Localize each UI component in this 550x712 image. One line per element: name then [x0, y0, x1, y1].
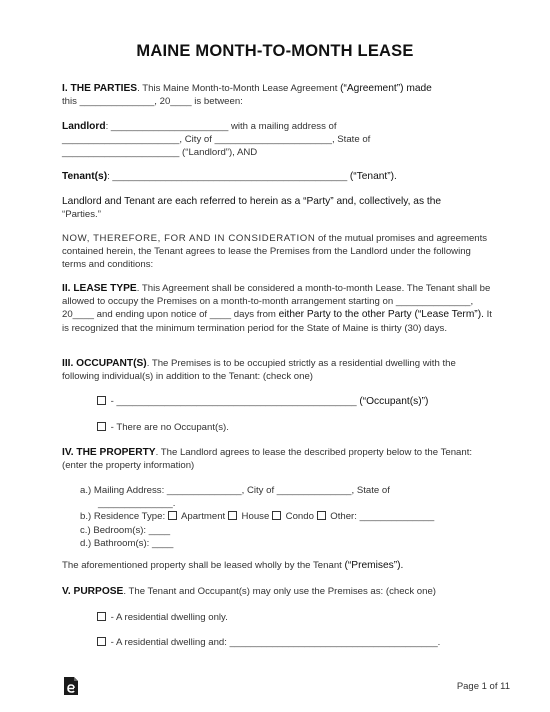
house-label: House	[238, 511, 272, 523]
house-checkbox[interactable]	[228, 511, 237, 520]
tenant-label: Tenant(s)	[62, 171, 108, 182]
landlord-label: Landlord	[62, 121, 106, 132]
tenant-term: (“Tenant”).	[349, 171, 397, 182]
purpose-option-2[interactable]	[97, 636, 497, 649]
tenant-section	[62, 170, 494, 183]
property-state-line: ______________.	[98, 498, 176, 510]
occupants-section	[62, 357, 494, 383]
lease-type-text: . This Agreement shall be considered a month-to-month Lease. The Tenant shall be allowed to occupy the Premises on a month-to-month arrangement starting on ______________, 20____ and ending upon notice of ____ days from	[62, 283, 491, 321]
purpose-checkbox-1[interactable]	[97, 612, 106, 621]
occupants-heading: III. OCCUPANT(S)	[62, 358, 147, 369]
landlord-line1: : ______________________ with a mailing address of	[105, 121, 337, 132]
residence-type-line	[80, 511, 434, 522]
lease-type-section	[62, 282, 494, 335]
condo-checkbox[interactable]	[272, 511, 281, 520]
page-number: Page 1 of 11	[456, 681, 510, 692]
property-text: . The Landlord agrees to lease the described property below to the Tenant: (enter the property information)	[62, 447, 473, 472]
tenant-line: : ____________________________________________	[107, 171, 348, 182]
parties-heading: I. THE PARTIES	[62, 83, 138, 94]
occupants-checkbox-1[interactable]	[97, 396, 106, 405]
residence-type-label: b.) Residence Type:	[80, 511, 168, 523]
other-checkbox[interactable]	[317, 511, 326, 520]
purpose-option-1[interactable]	[97, 611, 497, 624]
consideration-text: of the mutual promises and agreements contained herein, the Tenant agrees to lease the Premises from the Landlord under the following terms and conditions:	[62, 233, 488, 271]
landlord-section	[62, 120, 494, 160]
occupants-option-1[interactable]	[97, 395, 497, 408]
consideration-paragraph	[62, 232, 494, 272]
occupants-text: . The Premises is to be occupied strictly as a residential dwelling with the following individual(s) in addition to the Tenant: (check one)	[62, 358, 456, 383]
parties-term: “Parties.”	[62, 209, 101, 221]
party-definition	[62, 195, 494, 221]
property-address-line: a.) Mailing Address: ______________, City of ______________, State of	[80, 485, 390, 496]
agreement-term: (“Agreement”) made	[340, 83, 432, 94]
parties-section	[62, 82, 494, 108]
occupants-option-2[interactable]	[97, 421, 497, 434]
lease-termination-text: It is recognized that the minimum termination period for the State of Maine is thirty (30) days.	[62, 309, 492, 334]
purpose-checkbox-2[interactable]	[97, 637, 106, 646]
premises-text: The aforementioned property shall be leased wholly by the Tenant	[62, 560, 345, 571]
occupants-option-2-text: - There are no Occupant(s).	[108, 422, 229, 433]
parties-text: . This Maine Month-to-Month Lease Agreement	[137, 83, 341, 94]
landlord-line3: ______________________ (“Landlord”), AND	[62, 147, 258, 159]
lease-term-text: either Party to the other Party (“Lease Term”).	[278, 309, 484, 321]
property-details	[80, 484, 495, 550]
occupants-option-1-text: - _____________________________________________	[108, 396, 357, 407]
purpose-text: . The Tenant and Occupant(s) may only use the Premises as: (check one)	[123, 586, 437, 597]
apartment-checkbox[interactable]	[168, 511, 177, 520]
property-heading: IV. THE PROPERTY	[62, 447, 156, 458]
document-title: MAINE MONTH-TO-MONTH LEASE	[136, 42, 414, 60]
party-definition-text: Landlord and Tenant are each referred to herein as a “Party” and, collectively, as the	[62, 196, 442, 207]
property-section	[62, 446, 494, 472]
bedrooms-line: c.) Bedroom(s): ____	[80, 524, 171, 536]
apartment-label: Apartment	[178, 511, 228, 523]
premises-term: (“Premises”).	[344, 560, 404, 571]
purpose-option-1-text: - A residential dwelling only.	[108, 612, 228, 623]
bathrooms-line: d.) Bathroom(s): ____	[80, 537, 174, 549]
purpose-section	[62, 585, 494, 598]
eforms-logo-icon	[62, 676, 80, 696]
purpose-option-2-text: - A residential dwelling and: _______________________________________.	[108, 637, 441, 648]
lease-type-heading: II. LEASE TYPE	[62, 283, 137, 294]
other-label: Other: ______________	[327, 511, 435, 523]
landlord-line2: ______________________, City of ______________________, State of	[62, 134, 371, 146]
consideration-caps: NOW, THEREFORE, FOR AND IN CONSIDERATION	[62, 233, 316, 244]
parties-date-line: this ______________, 20____ is between:	[62, 96, 243, 108]
occupants-term: (“Occupant(s)”)	[359, 396, 429, 407]
occupants-checkbox-2[interactable]	[97, 422, 106, 431]
premises-definition	[62, 559, 494, 572]
condo-label: Condo	[282, 511, 317, 523]
purpose-heading: V. PURPOSE	[62, 586, 124, 597]
